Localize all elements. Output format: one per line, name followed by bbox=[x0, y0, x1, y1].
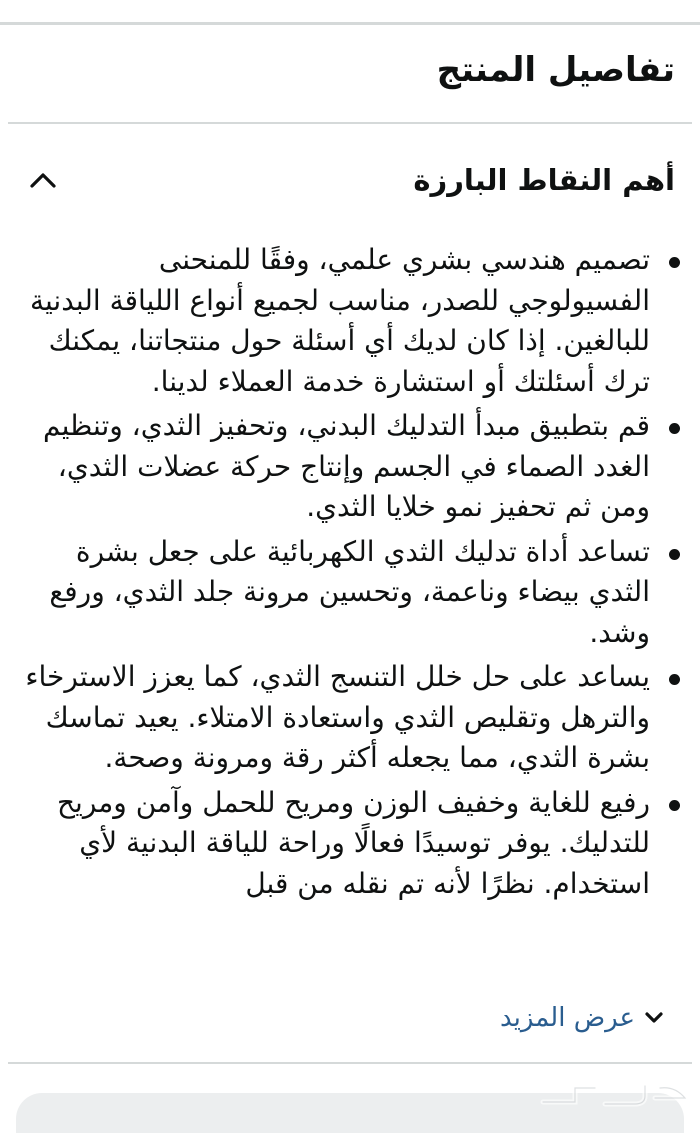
chevron-down-icon bbox=[643, 1007, 665, 1029]
list-item-text: قم بتطبيق مبدأ التدليك البدني، وتحفيز الثدي، وتنظيم الغدد الصماء في الجسم وإنتاج حركة عضلات الثدي، ومن ثم تحفيز نمو خلايا الثدي. bbox=[42, 409, 650, 523]
list-item bbox=[25, 532, 650, 654]
list-item bbox=[25, 406, 650, 528]
page-title: تفاصيل المنتج bbox=[436, 50, 675, 90]
bottom-divider bbox=[8, 1062, 692, 1064]
show-more-link[interactable] bbox=[500, 996, 665, 1040]
list-item bbox=[25, 657, 650, 779]
highlights-section-header[interactable] bbox=[25, 150, 675, 210]
list-item bbox=[25, 240, 650, 402]
bullet-icon bbox=[669, 800, 680, 811]
bullet-icon bbox=[669, 674, 680, 685]
list-item-text: تصميم هندسي بشري علمي، وفقًا للمنحنى الفسيولوجي للصدر، مناسب لجميع أنواع اللياقة البدنية للبالغين. إذا كان لديك أي أسئلة حول منتجاتنا، يمكنك ترك أسئلتك أو استشارة خدمة العملاء لدينا. bbox=[29, 243, 650, 398]
show-more-label: عرض المزيد bbox=[500, 1003, 635, 1033]
highlights-list bbox=[25, 240, 680, 992]
bullet-icon bbox=[669, 549, 680, 560]
bullet-icon bbox=[669, 257, 680, 268]
list-item-text: رفيع للغاية وخفيف الوزن ومريح للحمل وآمن ومريح للتدليك. يوفر توسيدًا فعالًا وراحة للياقة البدنية لأي استخدام. نظرًا لأنه تم نقله من قبل bbox=[56, 785, 650, 900]
list-item-text: يساعد على حل خلل التنسج الثدي، كما يعزز الاسترخاء والترهل وتقليص الثدي واستعادة الامتلاء. يعيد تماسك بشرة الثدي، مما يجعله أكثر رقة ومرونة وصحة. bbox=[25, 660, 650, 774]
caret-up-icon[interactable] bbox=[25, 162, 61, 198]
watermark-logo-icon bbox=[535, 1078, 690, 1110]
highlights-title: أهم النقاط البارزة bbox=[413, 163, 675, 197]
top-divider bbox=[0, 22, 700, 25]
bullet-icon bbox=[669, 423, 680, 434]
section-divider bbox=[8, 122, 692, 124]
list-item bbox=[25, 783, 650, 905]
list-item-text: تساعد أداة تدليك الثدي الكهربائية على جعل بشرة الثدي بيضاء وناعمة، وتحسين مرونة جلد الثدي، ورفع وشد. bbox=[49, 534, 650, 649]
